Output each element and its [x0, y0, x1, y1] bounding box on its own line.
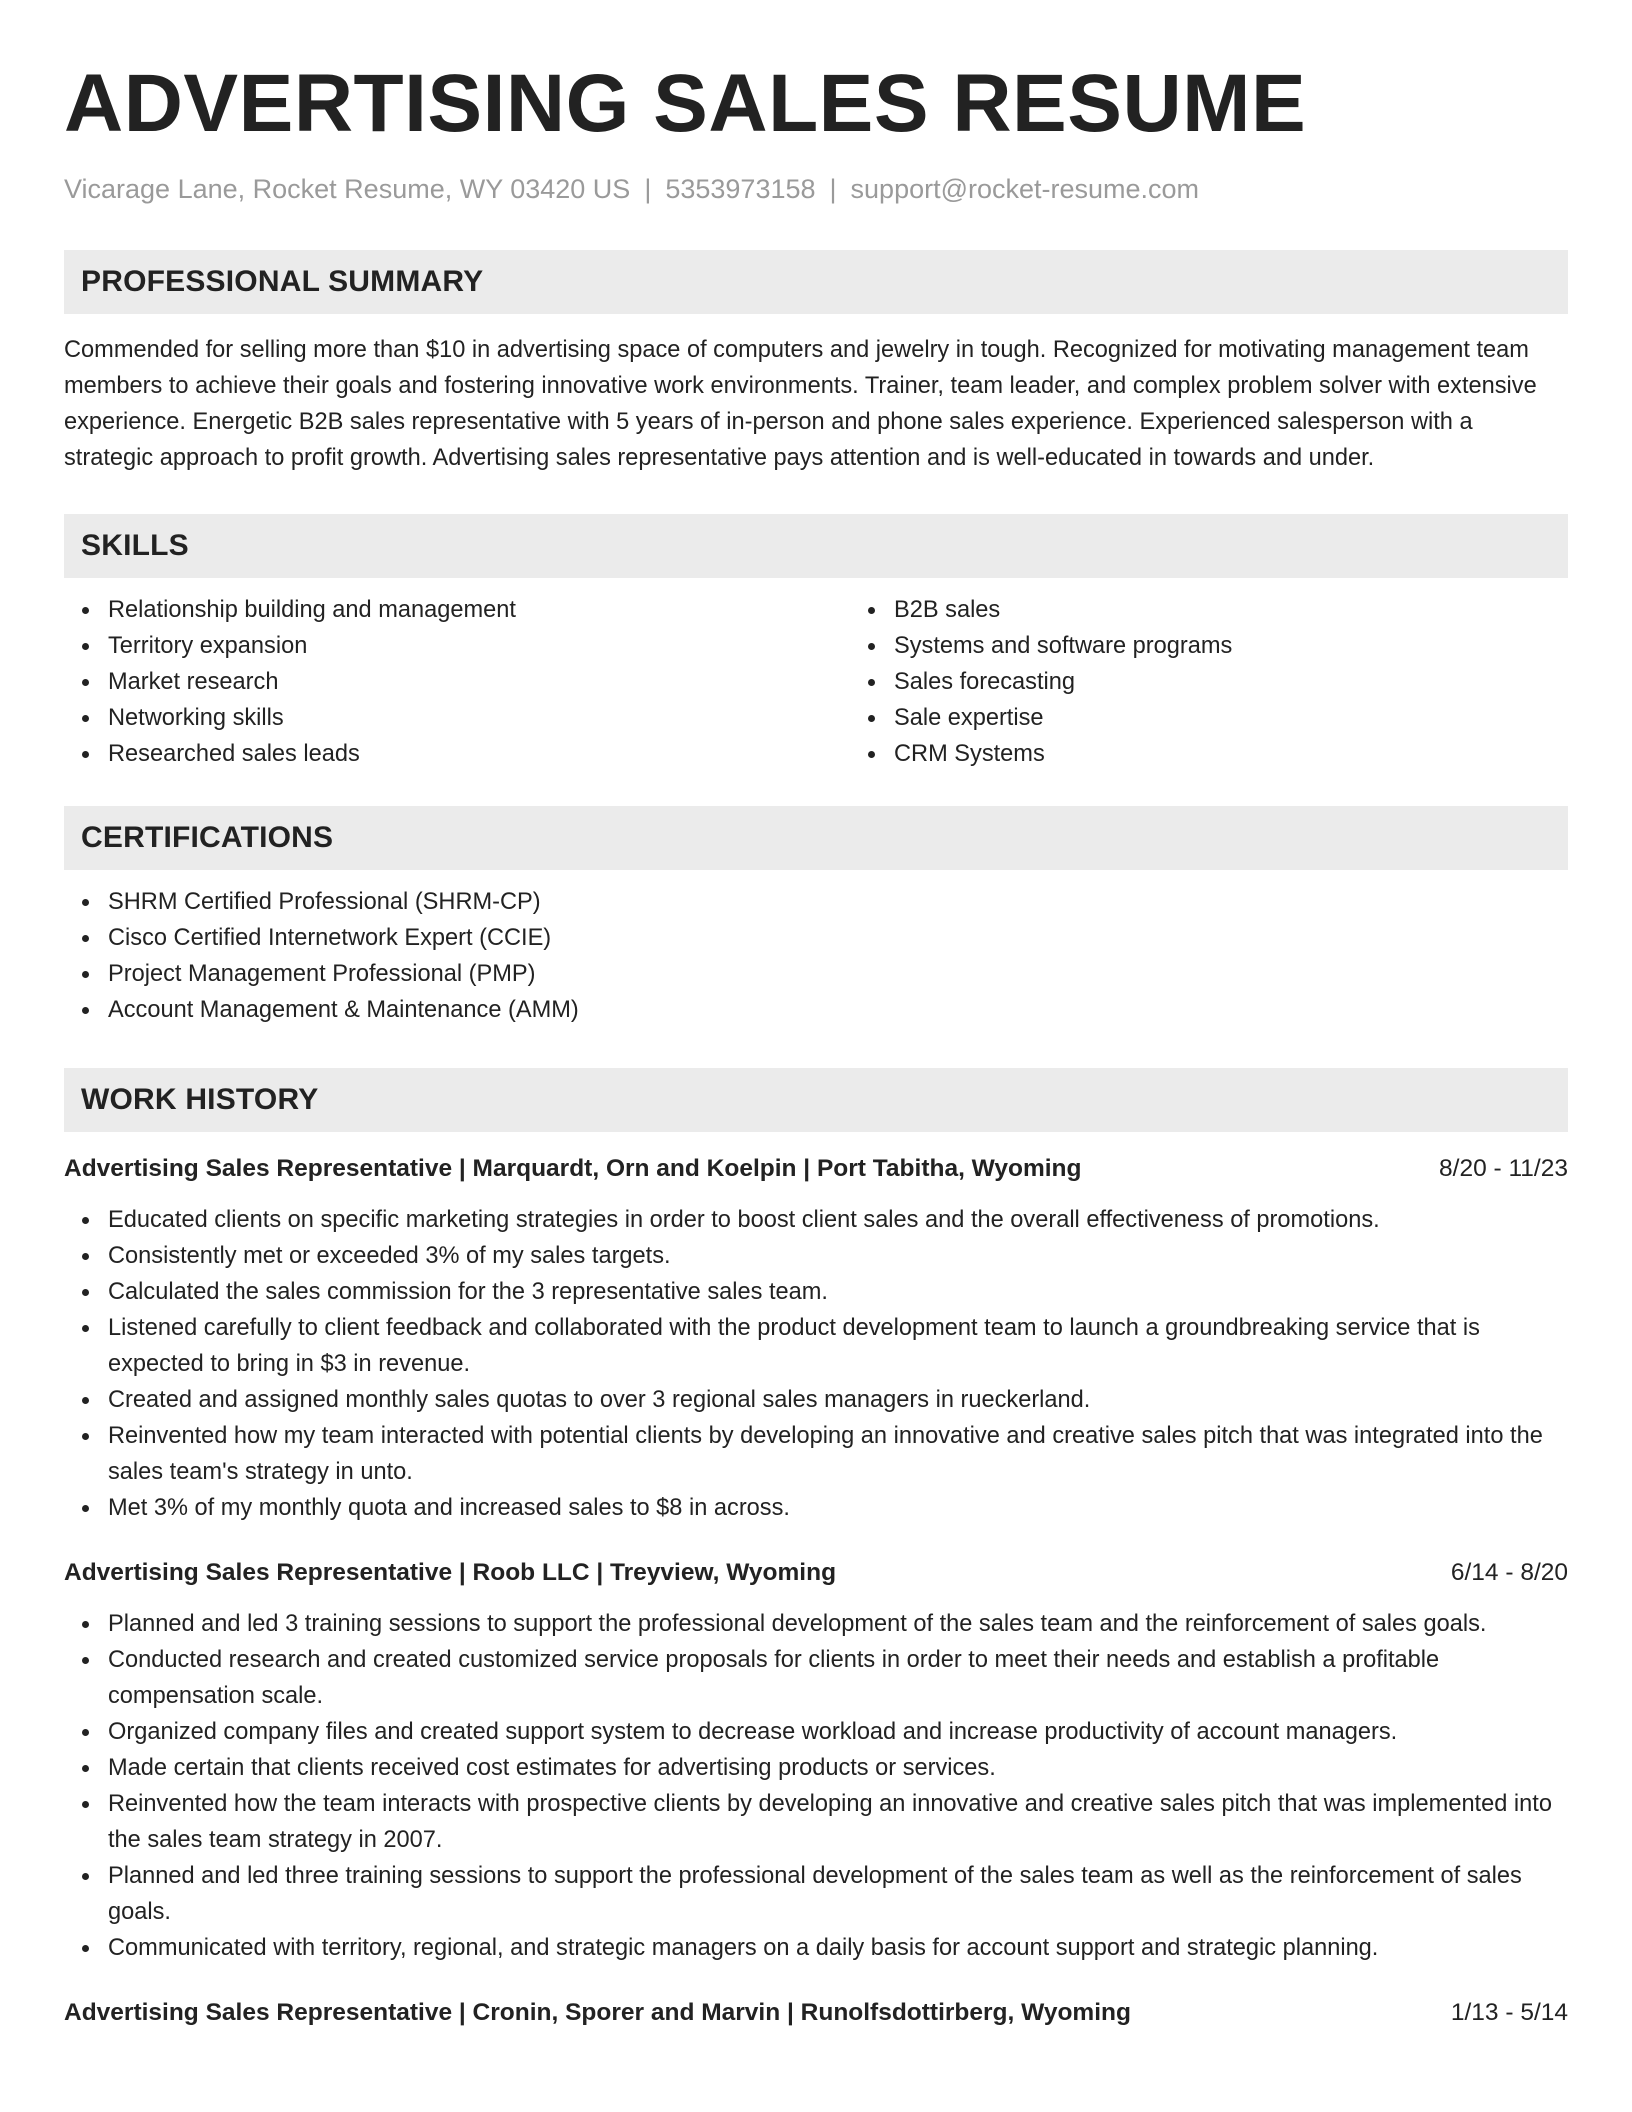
- job-title: Advertising Sales Representative | Marquardt, Orn and Koelpin | Port Tabitha, Wyoming: [64, 1155, 1082, 1182]
- job-bullet: Consistently met or exceeded 3% of my sales targets.: [108, 1238, 1568, 1274]
- summary-text: Commended for selling more than $10 in advertising space of computers and jewelry in tough. Recognized for motivating management team members to achieve their goals and fostering innovative work environments. Trainer, team leader, and complex problem solver with extensive experience. Energetic B2B sales representative with 5 years of in-person and phone sales experience. Experienced salesperson with a strategic approach to profit growth. Advertising sales representative pays attention and is well-educated in towards and under.: [64, 337, 1537, 471]
- skill-item: CRM Systems: [894, 736, 1632, 772]
- job-header: [64, 1556, 1568, 1590]
- contact-separator: |: [644, 174, 652, 204]
- job-bullet: Reinvented how my team interacted with potential clients by developing an innovative and creative sales pitch that was integrated into the sales team's strategy in unto.: [108, 1418, 1568, 1490]
- section-heading: CERTIFICATIONS: [81, 821, 334, 854]
- job-title: Advertising Sales Representative | Cronin, Sporer and Marvin | Runolfsdottirberg, Wyoming: [64, 1999, 1131, 2026]
- contact-email: support@rocket-resume.com: [850, 174, 1200, 204]
- job-bullet: Listened carefully to client feedback and collaborated with the product development team to launch a groundbreaking service that is expected to bring in $3 in revenue.: [108, 1310, 1568, 1382]
- skill-item: B2B sales: [894, 592, 1632, 628]
- skill-item: Sale expertise: [894, 700, 1632, 736]
- skill-item: Networking skills: [108, 700, 850, 736]
- job-bullet: Reinvented how the team interacts with prospective clients by developing an innovative and creative sales pitch that was implemented into the sales team strategy in 2007.: [108, 1786, 1568, 1858]
- job-bullets: [64, 1606, 1568, 1966]
- contact-separator: |: [829, 174, 837, 204]
- certification-item: SHRM Certified Professional (SHRM-CP): [108, 884, 1568, 920]
- skills-list-right: [850, 592, 1632, 772]
- job-dates: 8/20 - 11/23: [1439, 1155, 1568, 1182]
- section-header-summary: [64, 250, 1568, 314]
- job-dates: 1/13 - 5/14: [1450, 1999, 1568, 2026]
- job-bullet: Educated clients on specific marketing strategies in order to boost client sales and the overall effectiveness of promotions.: [108, 1202, 1568, 1238]
- job-bullet: Met 3% of my monthly quota and increased sales to $8 in across.: [108, 1490, 1568, 1526]
- skill-item: Systems and software programs: [894, 628, 1632, 664]
- skills-grid: [64, 578, 1568, 772]
- resume-page: [64, 58, 1568, 2030]
- section-header-skills: [64, 514, 1568, 578]
- job-dates: 6/14 - 8/20: [1450, 1559, 1568, 1586]
- skill-item: Sales forecasting: [894, 664, 1632, 700]
- contact-line: [64, 172, 1568, 206]
- job-bullet: Created and assigned monthly sales quotas to over 3 regional sales managers in rueckerland.: [108, 1382, 1568, 1418]
- job-bullets: [64, 1202, 1568, 1526]
- job-header: [64, 1152, 1568, 1186]
- job-bullet: Calculated the sales commission for the 3 representative sales team.: [108, 1274, 1568, 1310]
- job-entry: [64, 1152, 1568, 1526]
- job-entry: [64, 1996, 1568, 2030]
- job-bullet: Organized company files and created support system to decrease workload and increase productivity of account managers.: [108, 1714, 1568, 1750]
- job-bullet: Planned and led three training sessions to support the professional development of the sales team as well as the reinforcement of sales goals.: [108, 1858, 1568, 1930]
- contact-address: Vicarage Lane, Rocket Resume, WY 03420 US: [64, 174, 631, 204]
- skill-item: Relationship building and management: [108, 592, 850, 628]
- certification-item: Account Management & Maintenance (AMM): [108, 992, 1568, 1028]
- section-header-certifications: [64, 806, 1568, 870]
- certification-item: Project Management Professional (PMP): [108, 956, 1568, 992]
- contact-phone: 5353973158: [665, 174, 816, 204]
- section-heading: PROFESSIONAL SUMMARY: [81, 265, 484, 298]
- skills-list-left: [64, 592, 850, 772]
- job-entry: [64, 1556, 1568, 1966]
- certifications-list: [64, 884, 1568, 1028]
- section-heading: SKILLS: [81, 529, 189, 562]
- job-bullet: Conducted research and created customized service proposals for clients in order to meet their needs and establish a profitable compensation scale.: [108, 1642, 1568, 1714]
- job-bullet: Made certain that clients received cost estimates for advertising products or services.: [108, 1750, 1568, 1786]
- skill-item: Researched sales leads: [108, 736, 850, 772]
- certification-item: Cisco Certified Internetwork Expert (CCIE): [108, 920, 1568, 956]
- resume-title: ADVERTISING SALES RESUME: [64, 58, 1307, 149]
- job-title: Advertising Sales Representative | Roob LLC | Treyview, Wyoming: [64, 1559, 837, 1586]
- job-bullet: Planned and led 3 training sessions to support the professional development of the sales team and the reinforcement of sales goals.: [108, 1606, 1568, 1642]
- section-heading: WORK HISTORY: [81, 1083, 319, 1116]
- skill-item: Market research: [108, 664, 850, 700]
- job-bullet: Communicated with territory, regional, and strategic managers on a daily basis for account support and strategic planning.: [108, 1930, 1568, 1966]
- skill-item: Territory expansion: [108, 628, 850, 664]
- section-header-work-history: [64, 1068, 1568, 1132]
- job-header: [64, 1996, 1568, 2030]
